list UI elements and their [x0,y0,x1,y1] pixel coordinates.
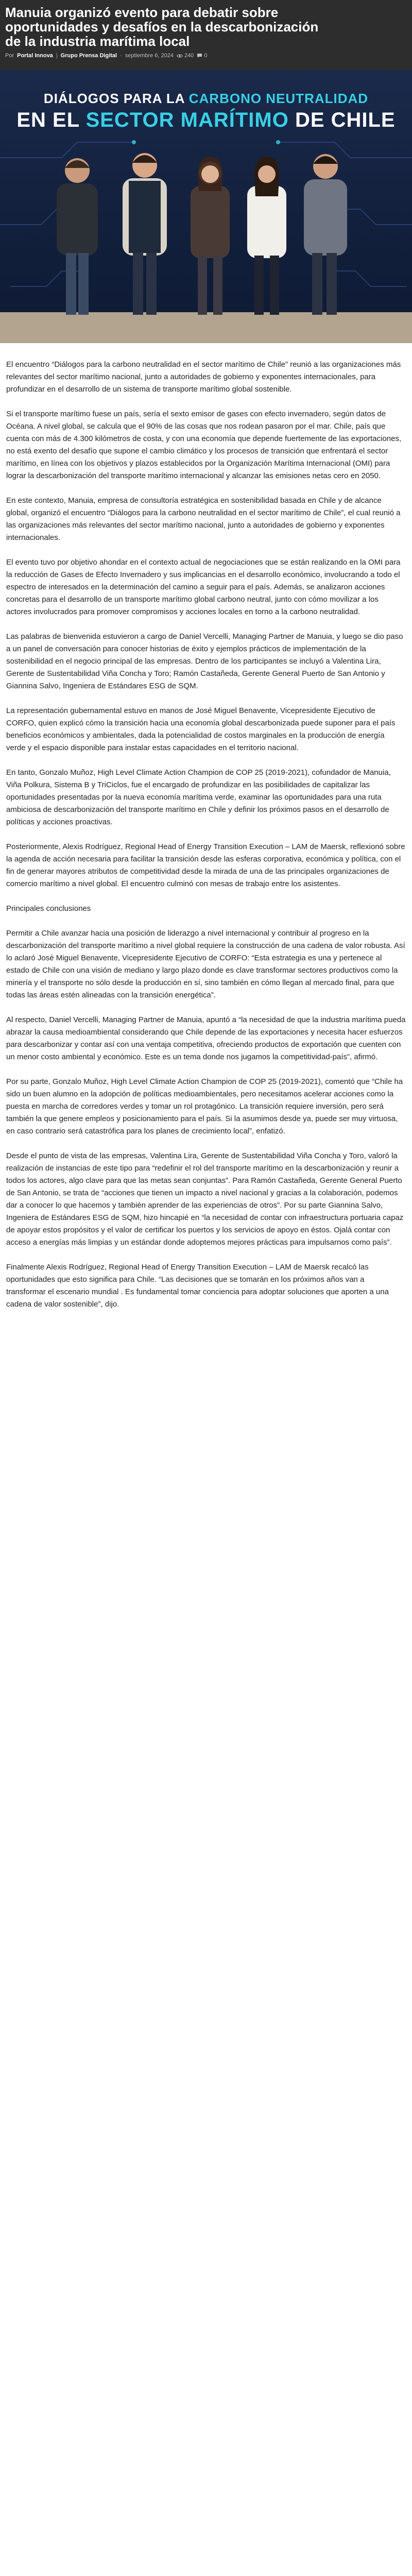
hero-banner [0,91,412,132]
banner-line-1-highlight: CARBONO NEUTRALIDAD [188,91,369,106]
banner-line-2-part-a: EN EL [16,109,86,131]
meta-separator: | [56,53,58,59]
banner-line-2-part-c: DE CHILE [288,109,396,131]
paragraph: El evento tuvo por objetivo ahondar en el contexto actual de negociaciones que se están realizando en la OMI para la reducción de Gases de Efecto Invernadero y sus implicancias en el desarrollo económico, involucrando a todo el espectro de interesados en la determinación del camino a seguir para el país. Además, se analizaron acciones concretas para el desarrollo de un transporte marítimo global carbono neutral, junto con cómo movilizar a los actores involucrados para promover compromisos y acciones locales en torno a la carbono neutralidad. [6,558,401,616]
article-title: Manuia organizó evento para debatir sobre oportunidades y desafíos en la descarbonización de la industria marítima local [5,5,319,49]
conclusion-paragraph: Al respecto, Daniel Vercelli, Managing Partner de Manuia, apuntó a “la necesidad de que la industria marítima pueda abrazar la causa medioambiental considerando que Chile depende de las exportaciones y necesita hacer esfuerzos para descarbonizar y contar así con una ventaja competitiva, ofreciendo productos de exportación que cuenten con un menor costo ambiental y económico. Este es un tema donde nos jugamos la competitividad-país”, afirmó. [6,1015,406,1061]
views-counter [177,53,194,59]
banner-line-2 [0,109,412,132]
section-heading: Principales conclusiones [6,904,91,913]
eye-icon [177,54,183,58]
paragraph: En tanto, Gonzalo Muñoz, High Level Climate Action Champion de COP 25 (2019-2021), cofundador de Manuia, Viña Polkura, Sistema B y TriCiclos, fue el encargado de profundizar en las posibilidades de capitalizar las oportunidades presentadas por la nueva economía marítima verde, examinar las oportunidades para una ruta ambiciosa de descarbonización del transporte marítimo en Chile y definir los próximos pasos en el desarrollo de políticas y acciones proactivas. [6,768,391,826]
conclusion-paragraph: Desde el punto de vista de las empresas, Valentina Lira, Gerente de Sustentabilidad Viña Concha y Toro, valoró la realización de instancias de este tipo para “redefinir el rol del transporte marítimo en la descarbonización y reunir a todos los actores, algo clave para que las metas sean conjuntas”. Para Ramón Castañeda, Gerente General Puerto de San Antonio, se trata de “acciones que tienen un impacto a nivel nacional y gracias a la colaboración, podemos dar a conocer lo que hacemos y también aprender de las experiencias de otros”. Por su parte Giannina Salvo, Ingeniera de Estándares ESG de SQM, hizo hincapié en “la necesidad de contar con infraestructura portuaria capaz de apoyar estos propósitos y el valor de certificar los puertos y los servicios de apoyo en éstos. Ojalá contar con acceso a energías más limpias y un estándar donde adoptemos mejores prácticas para impulsarnos como país”. [6,1151,404,1247]
comments-count: 0 [204,53,208,59]
meta-dash: - [120,53,122,59]
comments-counter[interactable] [197,53,207,59]
article-body [0,343,412,1311]
paragraph: La representación gubernamental estuvo en manos de José Miguel Benavente, Vicepresidente Ejecutivo de CORFO, quien explicó cómo la transición hacia una economía global descarbonizada puede suponer para el país beneficios económicos y ambientales, dada la potencialidad de costos marginales en la producción de energía verde y el espacio disponible para instalar estas capacidades en el territorio nacional. [6,706,396,752]
paragraph: Las palabras de bienvenida estuvieron a cargo de Daniel Vercelli, Managing Partner de Manuia, y luego se dio paso a un panel de conversación para conocer historias de éxito y ejemplos prácticos de implementación de la sostenibilidad en el negocio principal de las empresas. Dentro de los participantes se incluyó a Valentina Lira, Gerente de Sustentabilidad Viña Concha y Toro; Ramón Castañeda, Gerente General Puerto de San Antonio y Giannina Salvo, Ingeniera de Estándares ESG de SQM. [6,632,403,690]
source-link[interactable]: Grupo Prensa Digital [60,53,117,59]
paragraph: El encuentro “Diálogos para la carbono neutralidad en el sector marítimo de Chile” reunió a las organizaciones más relevantes del sector marítimo nacional, junto a autoridades de gobierno y exponentes internacionales, para profundizar en el desarrollo de un sistema de transporte marítimo global sostenible. [6,360,401,394]
paragraph: Posteriormente, Alexis Rodríguez, Regional Head of Energy Transition Execution – LAM de Maersk, reflexionó sobre la agenda de acción necesaria para facilitar la transición desde las esferas corporativa, económica y política, con el fin de generar mayores atributos de competitividad desde la mirada de una de las principales organizaciones de comercio marítimo a nivel global. El encuentro culminó con mesas de trabajo entre los asistentes. [6,842,405,888]
banner-line-2-highlight: SECTOR MARÍTIMO [85,109,289,131]
author-link[interactable]: Portal Innova [17,53,53,59]
conclusion-paragraph: Permitir a Chile avanzar hacia una posición de liderazgo a nivel internacional y contribuir al progreso en la descarbonización del transporte marítimo a nivel global requiere la construcción de una cadena de valor robusta. Así lo aclaró José Miguel Benavente, Vicepresidente Ejecutivo de CORFO: “Esta estrategia es una y pertenece al estado de Chile con una visión de mediano y largo plazo donde es clave transformar sectores productivos como la minería y el transporte no sólo desde la producción en sí, sino también en cómo llegan al mercado final, para que todas las áreas estén alineadas con la transición energética”. [6,929,405,999]
banner-line-1 [0,91,412,107]
conclusion-paragraph: Finalmente Alexis Rodríguez, Regional Head of Energy Transition Execution – LAM de Maersk recalcó las oportunidades que esto significa para Chile. “Las decisiones que se tomarán en los próximos años van a transformar el escenario mundial . Es fundamental tomar conciencia para adoptar soluciones que aporten a una cadena de valor sostenible”, dijo. [6,1263,389,1309]
paragraph: Si el transporte marítimo fuese un país, sería el sexto emisor de gases con efecto invernadero, según datos de Océana. A nivel global, se calcula que el 90% de las cosas que nos rodean pasaron por el mar. Chile, país que cuenta con más de 4.300 kilómetros de costa, y con una economía que depende fuertemente de las exportaciones, no está exento del desafío que supone el cambio climático y los procesos de transición que enfrentará el sector marítimo, en línea con los objetivos y plazos establecidos por la Organización Marítima Internacional (OMI) para lograr la descarbonización del transporte marítimo internacional y alcanzar las emisiones netas cero en 2050. [6,410,402,480]
article-header [0,0,412,70]
views-count: 240 [184,53,194,59]
article-meta [5,53,407,59]
comment-icon [197,53,202,58]
hero-image [0,70,412,343]
conclusion-paragraph: Por su parte, Gonzalo Muñoz, High Level Climate Action Champion de COP 25 (2019-2021), comentó que “Chile ha sido un buen alumno en la adopción de políticas medioambientales, pero necesitamos acelerar acciones como la puesta en marcha de corredores verdes y tomar un rol protagónico. La transición requiere inversión, pero será también la que genere empleos y posicionamiento para el país. Si la asumimos desde ya, puede ser muy virtuosa, en caso contrario será catastrófica para los planes de crecimiento local”, enfatizó. [6,1077,403,1136]
banner-line-1-part-a: DIÁLOGOS PARA LA [43,91,189,106]
publish-date: septiembre 6, 2024 [125,53,174,59]
paragraph: En este contexto, Manuia, empresa de consultoría estratégica en sostenibilidad basada en Chile y de alcance global, organizó el encuentro “Diálogos para la carbono neutralidad en el sector marítimo de Chile”, el cual reunió a las organizaciones más relevantes del sector marítimo nacional, junto a autoridades de gobierno y exponentes internacionales. [6,496,401,542]
by-label: Por [5,53,14,59]
